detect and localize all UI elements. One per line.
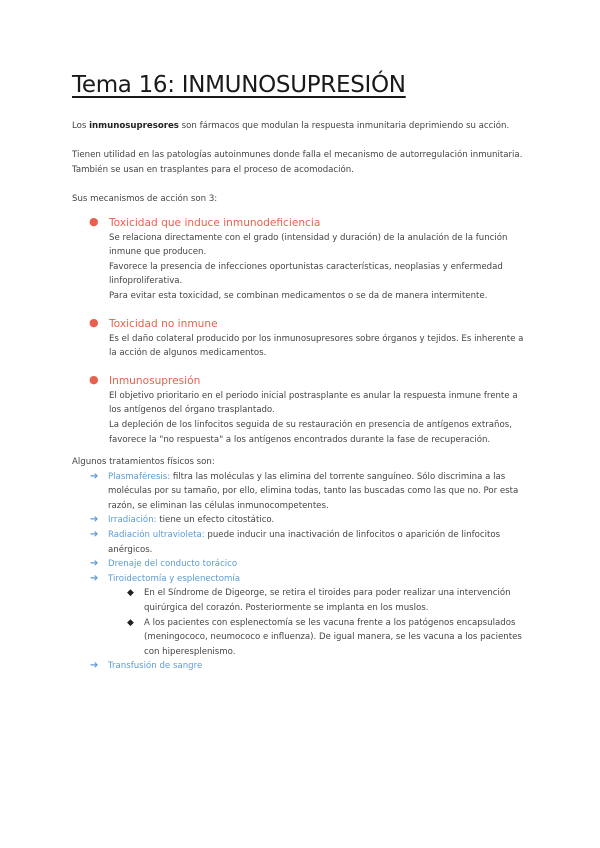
treatment-subitem-text: En el Síndrome de Digeorge, se retira el tiroides para poder realizar una intervención quirúrgica del corazón. Posteriormente se implanta en los muslos. bbox=[144, 588, 511, 614]
treatment-text: filtra las moléculas y las elimina del torrente sanguíneo. Sólo discrimina a las moléculas por su tamaño, por ello, elimina todas, tanto las buscadas como las que no. Por esta razón, se eliminan las células inmunocompetentes. bbox=[108, 471, 519, 511]
utility-paragraph: Tienen utilidad en las patologías autoinmunes donde falla el mecanismo de autorregulación inmunitaria. También se usan en trasplantes para el proceso de acomodación. bbox=[72, 150, 523, 175]
treatment-label: Irradiación: bbox=[108, 515, 157, 526]
mechanisms-list bbox=[72, 215, 532, 448]
arrow-right-icon: ➔ bbox=[90, 529, 99, 541]
mechanism-title: Toxicidad que induce inmunodeficiencia bbox=[109, 216, 321, 229]
intro-bold-term: inmunosupresores bbox=[89, 121, 179, 131]
mechanism-item bbox=[72, 215, 532, 304]
mechanism-item bbox=[72, 373, 532, 447]
mechanism-line: El objetivo prioritario en el periodo inicial postrasplante es anular la respuesta inmune frente a los antígenos del órgano trasplantado. bbox=[109, 390, 518, 416]
treatment-item bbox=[72, 470, 532, 514]
treatment-item bbox=[72, 572, 532, 660]
treatment-subitem-text: A los pacientes con esplenectomía se les vacuna frente a los patógenos encapsulados (meningococo, neumococo e influenza). De igual manera, se les vacuna a los pacientes con hiperesplenismo. bbox=[144, 617, 522, 657]
arrow-right-icon: ➔ bbox=[90, 572, 99, 584]
mechanism-item bbox=[72, 316, 532, 361]
bullet-dot-icon: ● bbox=[89, 214, 99, 228]
intro-post: son fármacos que modulan la respuesta inmunitaria deprimiendo su acción. bbox=[178, 121, 510, 131]
mechanism-title: Toxicidad no inmune bbox=[109, 317, 218, 330]
treatment-subitem bbox=[108, 616, 532, 660]
treatment-text: tiene un efecto citostático. bbox=[156, 515, 275, 526]
mechanism-line: Es el daño colateral producido por los inmunosupresores sobre órganos y tejidos. Es inherente a la acción de algunos medicamentos. bbox=[109, 333, 524, 359]
treatment-label: Drenaje del conducto torácico bbox=[108, 559, 238, 570]
mechanisms-intro: Sus mecanismos de acción son 3: bbox=[72, 193, 218, 204]
treatment-item bbox=[72, 528, 532, 557]
treatments-list bbox=[72, 470, 532, 674]
treatment-item bbox=[72, 659, 532, 674]
intro-pre: Los bbox=[72, 121, 90, 131]
treatments-intro: Algunos tratamientos físicos son: bbox=[72, 457, 215, 468]
treatment-label: esplenectomía bbox=[177, 573, 241, 584]
treatment-label: Tiroidectomía bbox=[108, 573, 167, 584]
arrow-right-icon: ➔ bbox=[90, 514, 99, 526]
treatment-text: puede inducir una inactivación de linfocitos o aparición de linfocitos anérgicos. bbox=[108, 530, 501, 555]
treatment-item bbox=[72, 513, 532, 528]
mechanism-title: Inmunosupresión bbox=[109, 374, 201, 387]
mechanism-line: Se relaciona directamente con el grado (intensidad y duración) de la anulación de la función inmune que producen. bbox=[109, 232, 508, 258]
bullet-dot-icon: ● bbox=[89, 315, 99, 329]
treatment-subitem bbox=[108, 586, 532, 615]
treatment-label: Plasmaféresis: bbox=[108, 471, 171, 482]
bullet-dot-icon: ● bbox=[89, 372, 99, 386]
treatment-sublist bbox=[108, 586, 532, 659]
arrow-right-icon: ➔ bbox=[90, 660, 99, 672]
diamond-bullet-icon: ◆ bbox=[127, 617, 134, 628]
treatment-label: Transfusión de sangre bbox=[108, 661, 203, 672]
treatment-connector: y bbox=[166, 573, 178, 584]
intro-paragraph bbox=[72, 119, 532, 134]
mechanism-line: Para evitar esta toxicidad, se combinan medicamentos o se da de manera intermitente. bbox=[109, 290, 488, 301]
page-title: Tema 16: INMUNOSUPRESIÓN bbox=[72, 72, 406, 98]
mechanism-line: Favorece la presencia de infecciones oportunistas características, neoplasias y enfermedad linfoproliferativa. bbox=[109, 261, 503, 287]
diamond-bullet-icon: ◆ bbox=[127, 588, 134, 599]
arrow-right-icon: ➔ bbox=[90, 558, 99, 570]
treatment-label: Radiación ultravioleta: bbox=[108, 530, 205, 541]
mechanism-line: La depleción de los linfocitos seguida de su restauración en presencia de antígenos extraños, favorece la "no respuesta" a los antígenos encontrados durante la fase de recuperación. bbox=[109, 419, 512, 445]
arrow-right-icon: ➔ bbox=[90, 470, 99, 482]
treatment-item bbox=[72, 557, 532, 572]
document-body bbox=[72, 119, 532, 674]
